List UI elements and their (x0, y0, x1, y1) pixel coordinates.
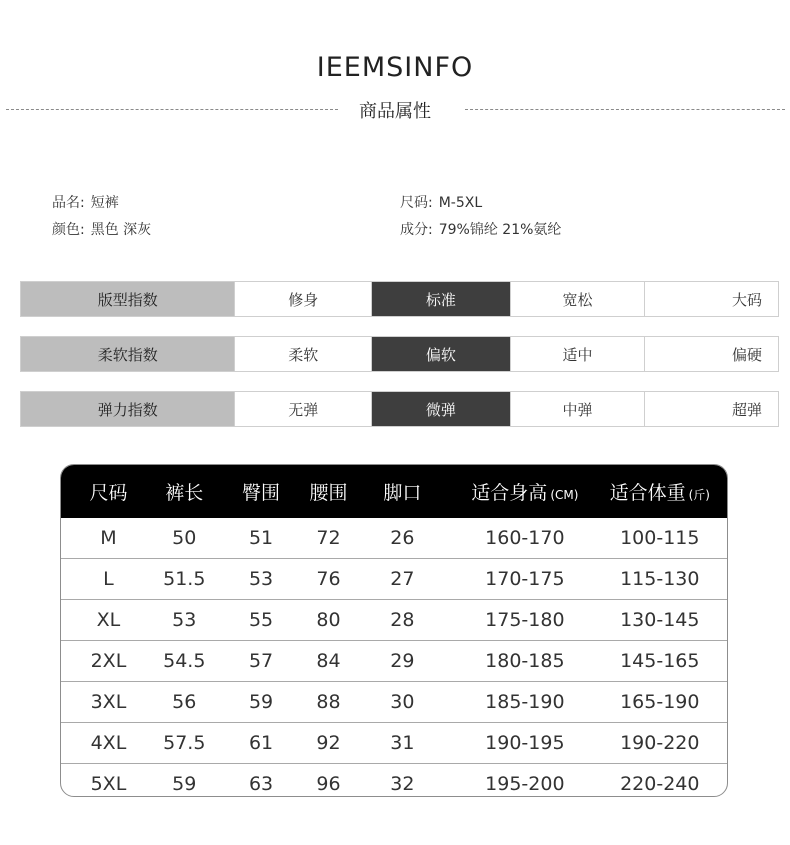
attr-color (52, 219, 151, 239)
fit-option: 大码 (644, 282, 778, 316)
cell-height: 160-170 (457, 518, 592, 559)
table-row (61, 723, 727, 764)
cell-hip: 57 (213, 641, 310, 682)
attr-name-key: 品名: (52, 195, 85, 211)
cell-weight: 145-165 (593, 641, 727, 682)
cell-hem: 28 (348, 600, 458, 641)
cell-hip: 53 (213, 559, 310, 600)
cell-size: 5XL (90, 773, 127, 795)
cell-length: 57.5 (156, 723, 213, 764)
header-weight-unit: (斤) (688, 488, 710, 502)
cell-size: 2XL (61, 641, 156, 682)
cell-waist: 84 (310, 641, 348, 682)
cell-length: 53 (156, 600, 213, 641)
cell-size: 4XL (61, 723, 156, 764)
cell-waist: 96 (316, 773, 341, 795)
header-hip: 臀围 (213, 465, 310, 518)
cell-waist: 72 (310, 518, 348, 559)
cell-hem: 26 (348, 518, 458, 559)
fit-index-label: 版型指数 (21, 282, 234, 316)
table-row (61, 518, 727, 559)
size-table (60, 464, 728, 797)
cell-weight: 190-220 (593, 723, 727, 764)
cell-size: L (61, 559, 156, 600)
attr-size-value: M-5XL (438, 195, 483, 211)
fit-option: 修身 (234, 282, 371, 316)
cell-length: 50 (156, 518, 213, 559)
cell-size: 3XL (61, 682, 156, 723)
cell-weight: 100-115 (593, 518, 727, 559)
brand-title: IEEMSINFO (316, 52, 474, 83)
cell-size: M (61, 518, 156, 559)
fit-option: 宽松 (510, 282, 645, 316)
cell-length: 59 (172, 773, 197, 795)
table-row (61, 559, 727, 600)
cell-hip: 55 (213, 600, 310, 641)
cell-height: 190-195 (457, 723, 592, 764)
softness-option: 柔软 (234, 337, 371, 371)
cell-hem: 32 (390, 773, 415, 795)
cell-hip: 51 (213, 518, 310, 559)
cell-weight: 220-240 (620, 773, 700, 795)
cell-height: 170-175 (457, 559, 592, 600)
header-height-unit: (CM) (550, 488, 579, 502)
cell-hem: 31 (348, 723, 458, 764)
softness-index-label: 柔软指数 (21, 337, 234, 371)
cell-length: 56 (156, 682, 213, 723)
softness-option-selected: 偏软 (371, 337, 510, 371)
header-height: 适合身高 (CM) (457, 465, 592, 518)
header-waist: 腰围 (310, 465, 348, 518)
table-row (61, 682, 727, 723)
header-length: 裤长 (156, 465, 213, 518)
cell-height: 175-180 (457, 600, 592, 641)
cell-height: 185-190 (457, 682, 592, 723)
cell-weight: 130-145 (593, 600, 727, 641)
table-row (61, 641, 727, 682)
cell-hem: 27 (348, 559, 458, 600)
softness-index-row (20, 336, 779, 372)
header-size: 尺码 (61, 465, 156, 518)
stretch-option-selected: 微弹 (371, 392, 510, 426)
cell-hem: 30 (348, 682, 458, 723)
attr-size-key: 尺码: (400, 195, 433, 211)
cell-hip: 63 (248, 773, 274, 795)
cell-weight: 165-190 (593, 682, 727, 723)
softness-option: 偏硬 (644, 337, 778, 371)
attr-color-value: 黑色 深灰 (90, 222, 152, 238)
cell-length: 51.5 (156, 559, 213, 600)
cell-height: 180-185 (457, 641, 592, 682)
cell-waist: 88 (310, 682, 348, 723)
fit-option-selected: 标准 (371, 282, 510, 316)
attr-material-key: 成分: (400, 222, 433, 238)
attr-name-value: 短裤 (90, 195, 119, 211)
cell-hip: 59 (213, 682, 310, 723)
cell-hip: 61 (213, 723, 310, 764)
attr-color-key: 颜色: (52, 222, 85, 238)
stretch-option: 中弹 (510, 392, 645, 426)
divider-right (465, 109, 785, 110)
attr-material (400, 219, 561, 239)
stretch-option: 超弹 (644, 392, 778, 426)
fit-index-row (20, 281, 779, 317)
attr-material-value: 79%锦纶 21%氨纶 (438, 222, 562, 238)
cell-length: 54.5 (156, 641, 213, 682)
stretch-index-label: 弹力指数 (21, 392, 234, 426)
table-row (61, 600, 727, 641)
attr-name (52, 192, 119, 212)
cell-weight: 115-130 (593, 559, 727, 600)
section-subtitle: 商品属性 (359, 101, 431, 122)
table-row (61, 764, 727, 798)
stretch-index-row (20, 391, 779, 427)
size-table-header (61, 465, 727, 518)
cell-waist: 80 (310, 600, 348, 641)
header-weight: 适合体重 (斤) (593, 465, 727, 518)
cell-size: XL (61, 600, 156, 641)
stretch-option: 无弹 (234, 392, 371, 426)
cell-waist: 76 (310, 559, 348, 600)
header-hem: 脚口 (348, 465, 458, 518)
softness-option: 适中 (510, 337, 645, 371)
cell-waist: 92 (310, 723, 348, 764)
cell-height: 195-200 (485, 773, 565, 795)
attr-size (400, 192, 482, 212)
cell-hem: 29 (348, 641, 458, 682)
